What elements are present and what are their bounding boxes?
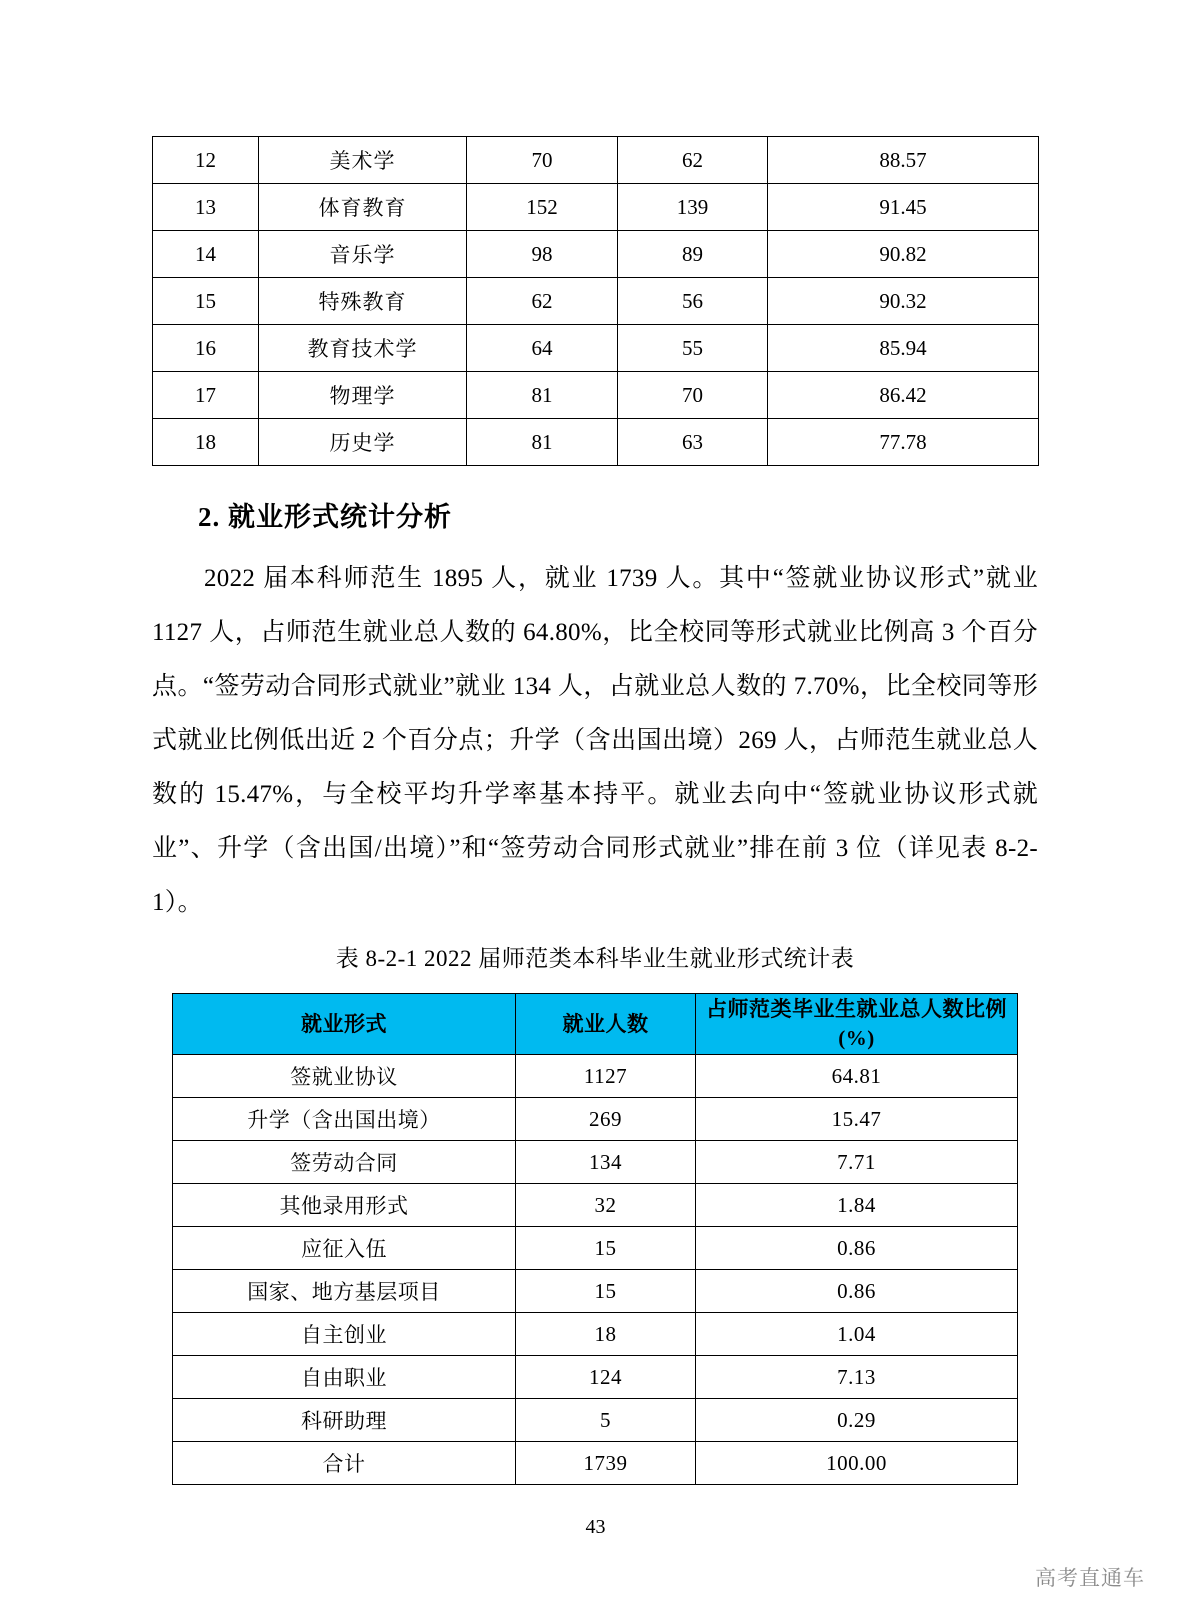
cell-form: 自主创业 — [173, 1313, 516, 1356]
cell-graduates: 81 — [467, 419, 618, 466]
watermark: 高考直通车 — [1035, 1567, 1145, 1590]
cell-employed: 89 — [618, 231, 768, 278]
cell-rate: 86.42 — [768, 372, 1039, 419]
table-row — [173, 1098, 1018, 1141]
header-employed-count: 就业人数 — [516, 994, 696, 1055]
cell-employed: 62 — [618, 137, 768, 184]
cell-no: 18 — [153, 419, 259, 466]
cell-form: 升学（含出国出境） — [173, 1098, 516, 1141]
table-row — [153, 278, 1039, 325]
cell-form: 其他录用形式 — [173, 1184, 516, 1227]
cell-major: 美术学 — [259, 137, 467, 184]
cell-count: 124 — [516, 1356, 696, 1399]
header-percent: 占师范类毕业生就业总人数比例(%) — [696, 994, 1018, 1055]
cell-graduates: 62 — [467, 278, 618, 325]
main-table-head — [173, 994, 1018, 1055]
cell-no: 12 — [153, 137, 259, 184]
cell-form: 签劳动合同 — [173, 1141, 516, 1184]
continued-table-body — [153, 137, 1039, 466]
cell-major: 教育技术学 — [259, 325, 467, 372]
cell-count: 269 — [516, 1098, 696, 1141]
employment-form-statistics-table — [172, 993, 1018, 1485]
cell-form: 合计 — [173, 1442, 516, 1485]
table-row — [173, 1313, 1018, 1356]
cell-count: 15 — [516, 1270, 696, 1313]
cell-percent: 7.13 — [696, 1356, 1018, 1399]
cell-count: 5 — [516, 1399, 696, 1442]
cell-form: 科研助理 — [173, 1399, 516, 1442]
cell-graduates: 98 — [467, 231, 618, 278]
cell-count: 1127 — [516, 1055, 696, 1098]
cell-percent: 0.29 — [696, 1399, 1018, 1442]
cell-form: 应征入伍 — [173, 1227, 516, 1270]
cell-percent: 15.47 — [696, 1098, 1018, 1141]
table-row — [153, 419, 1039, 466]
cell-count: 15 — [516, 1227, 696, 1270]
page-number: 43 — [585, 1516, 606, 1538]
cell-major: 物理学 — [259, 372, 467, 419]
cell-employed: 70 — [618, 372, 768, 419]
table-row — [173, 1055, 1018, 1098]
cell-percent: 1.84 — [696, 1184, 1018, 1227]
table-row — [173, 1356, 1018, 1399]
table-row — [173, 1141, 1018, 1184]
cell-rate: 88.57 — [768, 137, 1039, 184]
cell-employed: 56 — [618, 278, 768, 325]
cell-employed: 139 — [618, 184, 768, 231]
table-row — [173, 1227, 1018, 1270]
cell-no: 14 — [153, 231, 259, 278]
section-paragraph: 2022 届本科师范生 1895 人，就业 1739 人。其中“签就业协议形式”就业 1127 人，占师范生就业总人数的 64.80%，比全校同等形式就业比例高 3 个百分点。“签劳动合同形式就业”就业 134 人，占就业总人数的 7.70%，比全校同等形式就业比例低出近 2 个百分点；升学（含出国出境）269 人，占师范生就业总人数的 15.47%，与全校平均升学率基本持平。就业去向中“签就业协议形式就业”、升学（含出国/出境）”和“签劳动合同形式就业”排在前 3 位（详见表 8-2-1）。 — [152, 565, 1038, 916]
cell-rate: 90.32 — [768, 278, 1039, 325]
cell-rate: 91.45 — [768, 184, 1039, 231]
main-table-body — [173, 1055, 1018, 1485]
cell-no: 15 — [153, 278, 259, 325]
cell-form: 自由职业 — [173, 1356, 516, 1399]
cell-graduates: 70 — [467, 137, 618, 184]
cell-percent: 7.71 — [696, 1141, 1018, 1184]
table-row-total — [173, 1442, 1018, 1485]
cell-percent: 0.86 — [696, 1270, 1018, 1313]
table-row — [173, 1399, 1018, 1442]
cell-major: 音乐学 — [259, 231, 467, 278]
table-caption: 表 8-2-1 2022 届师范类本科毕业生就业形式统计表 — [335, 946, 855, 971]
cell-form: 签就业协议 — [173, 1055, 516, 1098]
cell-count: 18 — [516, 1313, 696, 1356]
cell-graduates: 152 — [467, 184, 618, 231]
cell-percent: 0.86 — [696, 1227, 1018, 1270]
table-row — [173, 1184, 1018, 1227]
cell-form: 国家、地方基层项目 — [173, 1270, 516, 1313]
table-row — [153, 231, 1039, 278]
cell-graduates: 64 — [467, 325, 618, 372]
cell-percent: 100.00 — [696, 1442, 1018, 1485]
table-row — [153, 372, 1039, 419]
header-employment-form: 就业形式 — [173, 994, 516, 1055]
cell-count: 32 — [516, 1184, 696, 1227]
table-row — [153, 137, 1039, 184]
cell-no: 16 — [153, 325, 259, 372]
table-header-row — [173, 994, 1018, 1055]
continued-major-employment-table — [152, 136, 1039, 466]
cell-employed: 55 — [618, 325, 768, 372]
cell-percent: 1.04 — [696, 1313, 1018, 1356]
cell-employed: 63 — [618, 419, 768, 466]
cell-rate: 77.78 — [768, 419, 1039, 466]
table-row — [153, 325, 1039, 372]
cell-no: 13 — [153, 184, 259, 231]
table-row — [173, 1270, 1018, 1313]
cell-major: 特殊教育 — [259, 278, 467, 325]
cell-percent: 64.81 — [696, 1055, 1018, 1098]
section-heading: 2. 就业形式统计分析 — [198, 502, 452, 532]
cell-major: 体育教育 — [259, 184, 467, 231]
cell-no: 17 — [153, 372, 259, 419]
cell-count: 134 — [516, 1141, 696, 1184]
cell-major: 历史学 — [259, 419, 467, 466]
cell-rate: 85.94 — [768, 325, 1039, 372]
cell-graduates: 81 — [467, 372, 618, 419]
cell-rate: 90.82 — [768, 231, 1039, 278]
table-row — [153, 184, 1039, 231]
cell-count: 1739 — [516, 1442, 696, 1485]
